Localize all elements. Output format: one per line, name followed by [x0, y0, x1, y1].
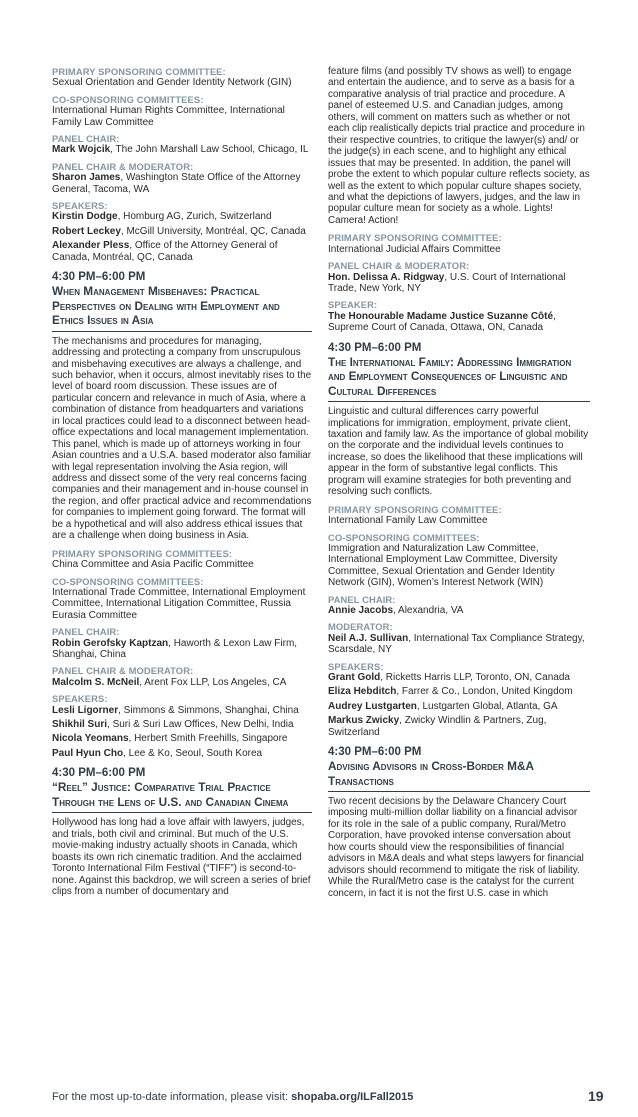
session-time: 4:30 PM–6:00 PM	[328, 746, 422, 759]
primary-sponsor-heading: PRIMARY SPONSORING COMMITTEE:	[328, 232, 502, 244]
person-name: Robin Gerofsky Kaptzan	[52, 637, 169, 649]
session-time: 4:30 PM–6:00 PM	[328, 341, 422, 354]
person-affiliation: , Ricketts Harris LLP, Toronto, ON, Canada	[380, 672, 570, 683]
footer-info	[52, 1091, 413, 1104]
speaker-entry	[328, 686, 590, 697]
co-sponsor-text: International Trade Committee, International Employment Committee, International Litigation Committee, Russia Eurasia Committee	[52, 586, 306, 621]
right-column	[328, 66, 590, 905]
person-name: Shikhil Suri	[52, 719, 108, 731]
session-description: The mechanisms and procedures for managing, addressing and protecting a company from unscrupulous and misbehaving executives are always a challenge, and such behavior, when it occurs, almost inevitably rises to the level of board room discussion. These issues are of particular concern and relevance in much of Asia, where a combination of distance from headquarters and variations in local practices could lead to a disconnect between head-office expectations and local management implementation. This panel, which is made up of attorneys working in four Asian countries and a U.S.A. based moderator also familiar with legal representation involving the Asia region, will address and dissect some of the very real concerns facing companies and their management and in-house counsel in the region, and offer practical advice and recommendations for companies to implement going forward. The format will be a hypothetical and will also address ethical issues that are a challenge when doing business in Asia.	[52, 335, 312, 542]
speaker-entry	[328, 701, 590, 712]
panel-chair-moderator-entry	[52, 172, 312, 195]
moderator-heading: MODERATOR:	[328, 621, 393, 633]
person-name: Robert Leckey	[52, 225, 121, 237]
panel-chair-moderator-heading: PANEL CHAIR & MODERATOR:	[328, 260, 470, 272]
person-affiliation: , Simmons & Simmons, Shanghai, China	[118, 704, 299, 716]
panel-chair-moderator-heading: PANEL CHAIR & MODERATOR:	[52, 665, 194, 677]
person-name: Paul Hyun Cho	[52, 747, 124, 759]
primary-sponsor-block	[52, 548, 312, 571]
speaker-entry	[52, 211, 312, 222]
person-affiliation: , Zwicky Windlin & Partners, Zug, Switzerland	[328, 715, 547, 738]
moderator-block	[328, 621, 590, 655]
person-name: Markus Zwicky	[328, 715, 400, 727]
panel-chair-moderator-heading: PANEL CHAIR & MODERATOR:	[52, 160, 194, 172]
moderator-entry	[328, 633, 590, 656]
person-name: Nicola Yeomans	[52, 733, 129, 745]
speaker-entry	[52, 240, 312, 263]
speaker-entry	[52, 748, 312, 759]
session-description-continued: feature films (and possibly TV shows as well) to engage and entertain the audience, and to serve as a basis for a comparative analysis of trial practice and procedure. A panel of esteemed U.S. and Canadian judges, among others, will comment on matters such as whether or not each clip realistically depicts trial practice and procedure in their respective countries, to critique the lawyer(s) and/ or the judge(s) in each scene, and to highlight any ethical issues that may be presented. In addition, the panel will probe the extent to which popular culture reflects society, as well as the extent to which popular culture shapes society, and what the depictions of lawyers, judges, and the law in popular culture mean for society as a whole. Lights! Camera! Action!	[328, 66, 590, 226]
person-affiliation: , Suri & Suri Law Offices, New Delhi, India	[107, 719, 294, 731]
co-sponsor-block	[52, 576, 312, 622]
panel-chair-moderator-entry	[328, 272, 590, 295]
left-column	[52, 66, 312, 903]
speakers-block	[52, 693, 312, 759]
co-sponsor-text: Immigration and Naturalization Law Committee, International Employment Law Committee, Diversity Committee, Sexual Orientation and Gender Identity Network (GIN), Women’s Interest Network (WIN)	[328, 542, 558, 589]
panel-chair-heading: PANEL CHAIR:	[52, 133, 120, 145]
person-name: Lesli Ligorner	[52, 704, 119, 716]
primary-sponsor-text: Sexual Orientation and Gender Identity Network (GIN)	[52, 77, 292, 89]
person-affiliation: , Lee & Ko, Seoul, South Korea	[123, 747, 263, 759]
person-name: Sharon James	[52, 172, 121, 184]
session-description: Linguistic and cultural differences carry powerful implications for immigration, employment, private client, taxation and family law. As the importance of global mobility on the corporate and the individual levels continues to increase, so does the likelihood that these implications will appear in the form of substantive legal conflicts. This program will examine strategies for both preventing and resolving such conflicts.	[328, 406, 589, 498]
person-affiliation: , Alexandria, VA	[393, 604, 464, 616]
panel-chair-block	[52, 626, 312, 660]
person-name: Neil A.J. Sullivan	[328, 632, 409, 644]
primary-sponsor-heading: PRIMARY SPONSORING COMMITTEES:	[52, 547, 233, 559]
person-affiliation: , U.S. Court of International Trade, New York, NY	[328, 271, 566, 294]
co-sponsor-text: International Human Rights Committee, International Family Law Committee	[52, 105, 285, 128]
speakers-block	[328, 661, 590, 738]
person-affiliation: , The John Marshall Law School, Chicago, IL	[110, 144, 309, 156]
primary-sponsor-heading: PRIMARY SPONSORING COMMITTEE:	[52, 66, 226, 77]
session-description: Two recent decisions by the Delaware Chancery Court imposing multi-million dollar liability on a financial advisor for its role in the sale of a public company, Rural/Metro Corporation, have provoked intense conversation about how courts should view the responsibilities of financial advisors in M&A deals and what steps lawyers for financial advisors should recommend to mitigate the risk of liability. While the Rural/Metro case is the catalyst for the current concern, in fact it is not the first U.S. case in which	[328, 796, 584, 899]
primary-sponsor-block	[328, 504, 590, 527]
primary-sponsor-text: China Committee and Asia Pacific Committee	[52, 559, 254, 571]
speaker-entry	[328, 715, 590, 738]
person-name: Kirstin Dodge	[52, 211, 118, 223]
session-description: Hollywood has long had a love affair with lawyers, judges, and trials, both civil and criminal. But much of the U.S. movie-making industry actually shoots in Canada, which boasts its own rich cinematic tradition. And the acclaimed Toronto International Film Festival (“TIFF”) is second-to-none. Against this backdrop, we will screen a series of brief clips from a number of documentary and	[52, 817, 311, 897]
person-affiliation: , Homburg AG, Zurich, Switzerland	[117, 211, 272, 223]
panel-chair-moderator-entry	[52, 677, 312, 688]
speaker-entry	[328, 672, 590, 683]
session-time: 4:30 PM–6:00 PM	[52, 271, 146, 284]
speakers-heading: SPEAKERS:	[328, 660, 384, 672]
panel-chair-entry	[328, 605, 590, 616]
person-name: Alexander Pless	[52, 240, 130, 252]
panel-chair-heading: PANEL CHAIR:	[328, 593, 396, 605]
session-time: 4:30 PM–6:00 PM	[52, 767, 146, 780]
person-affiliation: , McGill University, Montréal, QC, Canada	[120, 225, 306, 237]
primary-sponsor-text: International Family Law Committee	[328, 515, 488, 527]
speaker-entry	[52, 705, 312, 716]
co-sponsor-block	[52, 94, 312, 128]
person-name: Malcolm S. McNeil	[52, 676, 140, 688]
session-title: Advising Advisors in Cross-Border M&A Transactions	[328, 759, 590, 792]
person-affiliation: , Lustgarten Global, Atlanta, GA	[416, 700, 558, 712]
speaker-block	[328, 299, 590, 333]
primary-sponsor-heading: PRIMARY SPONSORING COMMITTEE:	[328, 503, 502, 515]
primary-sponsor-text: International Judicial Affairs Committee	[328, 243, 501, 255]
co-sponsor-block	[328, 532, 590, 589]
speaker-entry	[52, 226, 312, 237]
person-affiliation: , Farrer & Co., London, United Kingdom	[396, 686, 573, 698]
co-sponsor-heading: CO-SPONSORING COMMITTEES:	[328, 531, 480, 543]
panel-chair-block	[328, 594, 590, 617]
person-name: Audrey Lustgarten	[328, 700, 417, 712]
person-affiliation: , Herbert Smith Freehills, Singapore	[128, 733, 288, 745]
speakers-heading: SPEAKERS:	[52, 693, 108, 705]
session-title: The International Family: Addressing Immigration and Employment Consequences of Linguistic and Cultural Differences	[328, 355, 590, 403]
session-title: “Reel” Justice: Comparative Trial Practice Through the Lens of U.S. and Canadian Cinema	[52, 780, 312, 813]
speakers-heading: SPEAKERS:	[52, 200, 108, 212]
speaker-entry	[328, 311, 590, 334]
person-affiliation: , Haworth & Lexon Law Firm, Shanghai, China	[52, 637, 298, 660]
person-name: Annie Jacobs	[328, 604, 394, 616]
person-affiliation: , Washington State Office of the Attorney General, Tacoma, WA	[52, 172, 301, 195]
person-name: Grant Gold	[328, 672, 381, 683]
panel-chair-block	[52, 133, 312, 156]
person-affiliation: , International Tax Compliance Strategy, Scarsdale, NY	[328, 632, 585, 656]
panel-chair-moderator-block	[328, 260, 590, 294]
co-sponsor-heading: CO-SPONSORING COMMITTEES:	[52, 575, 204, 587]
person-affiliation: , Arent Fox LLP, Los Angeles, CA	[139, 676, 287, 688]
panel-chair-moderator-block	[52, 161, 312, 195]
person-name: Mark Wojcik	[52, 144, 111, 156]
person-name: Eliza Hebditch	[328, 686, 397, 698]
person-affiliation: , Supreme Court of Canada, Ottawa, ON, Canada	[328, 310, 556, 334]
co-sponsor-heading: CO-SPONSORING COMMITTEES:	[52, 93, 204, 105]
person-name: Hon. Delissa A. Ridgway	[328, 271, 445, 283]
footer-link[interactable]: shopaba.org/ILFall2015	[291, 1091, 414, 1103]
speakers-block	[52, 200, 312, 263]
panel-chair-entry	[52, 144, 312, 155]
speaker-entry	[52, 719, 312, 730]
panel-chair-moderator-block	[52, 665, 312, 688]
person-name: The Honourable Madame Justice Suzanne Côté	[328, 310, 554, 322]
person-affiliation: , Office of the Attorney General of Canada, Montréal, QC, Canada	[52, 240, 278, 263]
footer-label: For the most up-to-date information, please visit:	[52, 1091, 292, 1103]
primary-sponsor-block	[52, 66, 312, 89]
page-number: 19	[588, 1088, 604, 1104]
primary-sponsor-block	[328, 232, 590, 255]
panel-chair-entry	[52, 638, 312, 661]
speaker-entry	[52, 733, 312, 744]
session-title: When Management Misbehaves: Practical Perspectives on Dealing with Employment and Ethics Issues in Asia	[52, 284, 312, 332]
panel-chair-heading: PANEL CHAIR:	[52, 626, 120, 638]
speaker-heading: SPEAKER:	[328, 299, 378, 311]
